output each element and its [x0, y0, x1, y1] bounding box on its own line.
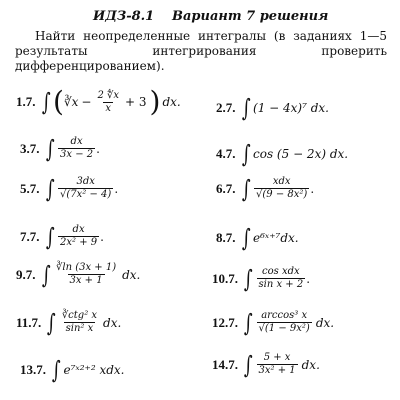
task-10-7 [212, 266, 310, 291]
task-number: 6.7. [216, 180, 236, 196]
integrand: (1 − 4x)⁷ dx. [253, 101, 329, 115]
task-number: 8.7. [216, 230, 236, 245]
dx: dx. [301, 357, 320, 372]
fraction [58, 224, 99, 249]
period: . [310, 181, 315, 196]
cube-root-x: ∛x [63, 95, 79, 109]
integral-sign: ∫ [241, 94, 251, 122]
fraction [58, 136, 95, 161]
variant-title: Вариант 7 решения [172, 9, 329, 24]
period: . [96, 141, 100, 156]
numerator: ∛ln (3x + 1) [56, 262, 117, 273]
denominator: 2x² + 9 [60, 237, 98, 248]
numerator: 3dx [76, 176, 95, 187]
task-11-7 [16, 310, 121, 335]
task-7-7 [20, 224, 104, 249]
task-number: 1.7. [16, 94, 36, 109]
period: . [306, 271, 311, 286]
task-4-7 [216, 142, 348, 166]
integral-sign: ∫ [243, 350, 253, 379]
fraction [95, 90, 121, 115]
minus-sign: − [81, 95, 92, 109]
task-12-7 [212, 310, 334, 335]
integral-sign: ∫ [241, 140, 251, 168]
denominator: sin x + 2 [258, 279, 304, 290]
task-number: 11.7. [16, 314, 42, 330]
task-number: 2.7. [216, 100, 236, 115]
denominator: √(1 − 9x²) [258, 323, 310, 334]
dx: dx. [315, 315, 335, 330]
numerator: ∛ctg² x [61, 310, 98, 321]
integral-sign: ∫ [241, 174, 251, 203]
task-number: 5.7. [20, 180, 40, 196]
paren-close: ) [149, 85, 161, 118]
fraction [58, 176, 113, 201]
integrand: e⁶ˣ⁺⁷dx. [253, 231, 299, 245]
integrand: e⁷ˣ²⁺² xdx. [63, 363, 125, 377]
task-1-7 [16, 85, 181, 118]
task-5-7 [20, 176, 118, 201]
dx: dx. [103, 315, 122, 330]
denominator: 3x − 2 [60, 149, 94, 160]
numerator: dx [72, 224, 85, 235]
task-number: 9.7. [16, 266, 36, 282]
task-14-7 [212, 352, 320, 377]
numerator: xdx [272, 176, 291, 187]
denominator: √(9 − 8x²) [256, 189, 308, 200]
fraction [257, 310, 312, 335]
denominator: x [105, 102, 112, 114]
task-13-7 [20, 358, 125, 382]
integral-sign: ∫ [243, 308, 253, 337]
integral-sign: ∫ [41, 260, 51, 289]
integral-sign: ∫ [45, 174, 55, 203]
denominator: 3x² + 1 [258, 365, 296, 376]
period: . [100, 229, 104, 244]
fraction [257, 266, 306, 291]
integral-sign: ∫ [51, 356, 61, 384]
task-number: 10.7. [212, 270, 238, 286]
denominator: √(7x² − 4) [60, 189, 112, 200]
integral-sign: ∫ [45, 222, 55, 251]
integral-sign: ∫ [45, 134, 55, 163]
numerator: cos xdx [262, 266, 300, 277]
fraction [257, 352, 298, 377]
task-number: 14.7. [212, 356, 238, 372]
fraction [54, 262, 118, 287]
numerator: 5 + x [263, 352, 291, 363]
integral-sign: ∫ [243, 264, 253, 293]
numerator: dx [70, 136, 83, 147]
task-instructions: Найти неопределенные интегралы (в заданиях 1—5 результаты интегрирования проверить дифференцированием). [15, 29, 387, 73]
fraction [60, 310, 99, 335]
task-9-7 [16, 262, 140, 287]
task-number: 4.7. [216, 146, 236, 161]
denominator: sin² x [65, 323, 94, 334]
numerator: 2 ∜x [97, 89, 119, 101]
dx: dx. [122, 267, 141, 282]
integrand: cos (5 − 2x) dx. [253, 147, 349, 161]
integral-sign: ∫ [41, 88, 51, 116]
paren-open: ( [53, 85, 64, 118]
task-3-7 [20, 136, 100, 161]
integral-sign: ∫ [47, 308, 56, 337]
task-number: 3.7. [20, 140, 40, 156]
idz-title: ИДЗ-8.1 [93, 9, 155, 24]
task-number: 13.7. [20, 362, 46, 377]
numerator: arccos³ x [261, 310, 308, 321]
integral-sign: ∫ [241, 224, 251, 252]
task-2-7 [216, 96, 329, 120]
task-6-7 [216, 176, 314, 201]
denominator: 3x + 1 [69, 275, 103, 286]
dx: dx. [162, 95, 181, 109]
fraction [254, 176, 309, 201]
task-8-7 [216, 226, 299, 250]
task-number: 7.7. [20, 228, 40, 244]
task-number: 12.7. [212, 314, 238, 330]
plus-sign: + 3 [125, 95, 147, 109]
period: . [114, 181, 119, 196]
